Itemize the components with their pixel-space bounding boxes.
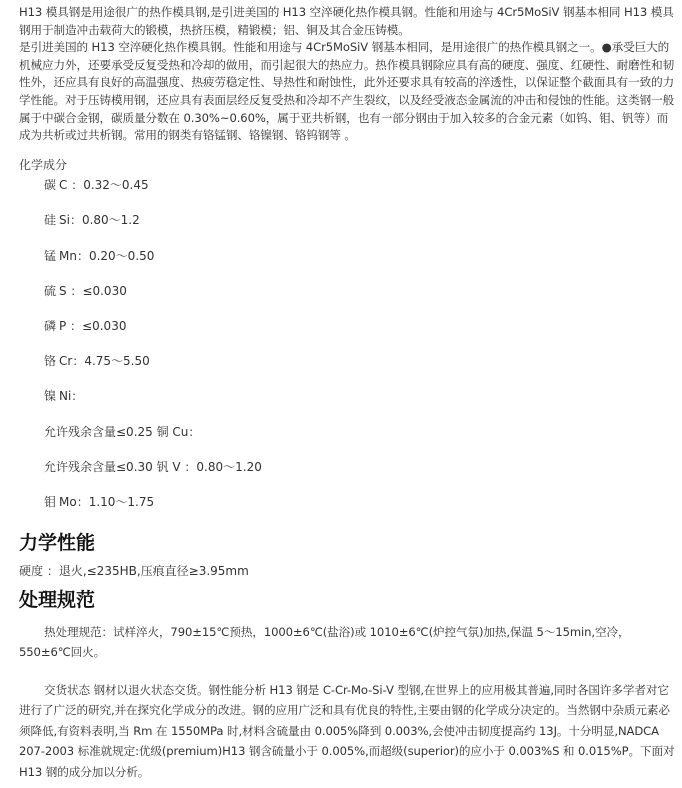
element-value: Cr：4.75～5.50 (59, 354, 150, 368)
element-name: 硫 (44, 284, 57, 298)
composition-row-si (44, 212, 140, 229)
composition-row-cu (44, 424, 200, 441)
composition-row-mn (44, 248, 154, 265)
intro-paragraph-1: H13 模具钢是用途很广的热作模具钢,是引进美国的 H13 空淬硬化热作模具钢。性能和用途与 4Cr5MoSiV 钢基本相同 H13 模具钢用于制造冲击载荷大的锻模，热挤压模，精锻模；铝、铜及其合金压铸模。 (19, 5, 674, 37)
element-value: Si：0.80～1.2 (59, 213, 140, 227)
element-value: C ：0.32～0.45 (59, 178, 149, 192)
element-name: 磷 (44, 319, 57, 333)
element-value: 允许残余含量≤0.25 铜 Cu： (44, 425, 201, 439)
composition-row-s (44, 283, 127, 300)
composition-row-c (44, 177, 149, 194)
delivery-analysis-text: 交货状态 钢材以退火状态交货。钢性能分析 H13 钢是 C-Cr-Mo-Si-V 型钢,在世界上的应用极其普遍,同时各国许多学者对它进行了广泛的研究,并在探究化学成分的改进。钢的应用广泛和具有优良的特性,主要由钢的化学成分决定的。当然钢中杂质元素必须降低,有资料表明,当 Rm 在 1550MPa 时,材料含硫量由 0.005%降到 0.003%,会使冲击韧度提高约 13J。十分明显,NADCA 207-2003 标准就规定:优级(premium)H13 钢含硫量小于 0.005%,而超级(superior)的应小于 0.003%S 和 0.015%P。下面对 H13 钢的成分加以分析。 (19, 683, 675, 779)
element-value: 允许残余含量≤0.30 钒 V ：0.80～1.20 (44, 460, 262, 474)
element-name: 铬 (44, 354, 57, 368)
element-value: Ni： (59, 389, 84, 403)
element-value: P ：≤0.030 (59, 319, 127, 333)
mechanical-properties-heading: 力学性能 (19, 532, 96, 554)
delivery-analysis-paragraph (19, 680, 679, 782)
hardness-text: 硬度 ：退火,≤235HB,压痕直径≥3.95mm (19, 564, 249, 578)
treatment-heading: 处理规范 (19, 589, 96, 611)
element-value: Mo：1.10～1.75 (59, 495, 155, 509)
element-name: 镍 (44, 389, 57, 403)
composition-row-mo (44, 494, 154, 511)
composition-heading: 化学成分 (19, 158, 68, 172)
intro-section (19, 4, 679, 145)
element-value: S ：≤0.030 (59, 284, 127, 298)
composition-row-v (44, 459, 262, 476)
composition-row-cr (44, 353, 150, 370)
heat-treatment-text: 热处理规范：试样淬火，790±15℃预热，1000±6℃(盐浴)或 1010±6℃(炉控气氛)加热,保温 5～15min,空冷，550±6℃回火。 (19, 625, 630, 660)
treatment-paragraph (19, 622, 679, 663)
element-name: 锰 (44, 249, 57, 263)
composition-row-ni (44, 388, 83, 405)
element-value: Mn：0.20～0.50 (59, 249, 155, 263)
element-name: 硅 (44, 213, 57, 227)
intro-paragraph-2: 是引进美国的 H13 空淬硬化热作模具钢。性能和用途与 4Cr5MoSiV 钢基本相同，是用途很广的热作模具钢之一。●承受巨大的机械应力外，还要承受反复受热和冷却的做用，而引起很大的热应力。热作模具钢除应具有高的硬度、强度、红硬性、耐磨性和韧性外，还应具有良好的高温强度、热疲劳稳定性、导热性和耐蚀性，此外还要求具有较高的淬透性，以保证整个截面具有一致的力学性能。对于压铸模用钢，还应具有表面层经反复受热和冷却不产生裂纹，以及经受液态金属流的冲击和侵蚀的性能。这类钢一般属于中碳合金钢，碳质量分数在 0.30%~0.60%，属于亚共析钢，也有一部分钢由于加入较多的合金元素（如钨、钼、钒等）而成为共析或过共析钢。常用的钢类有铬锰钢、铬镍钢、铬钨钢等 。 (19, 40, 675, 143)
element-name: 钼 (44, 495, 57, 509)
composition-row-p (44, 318, 126, 335)
element-name: 碳 (44, 178, 57, 192)
